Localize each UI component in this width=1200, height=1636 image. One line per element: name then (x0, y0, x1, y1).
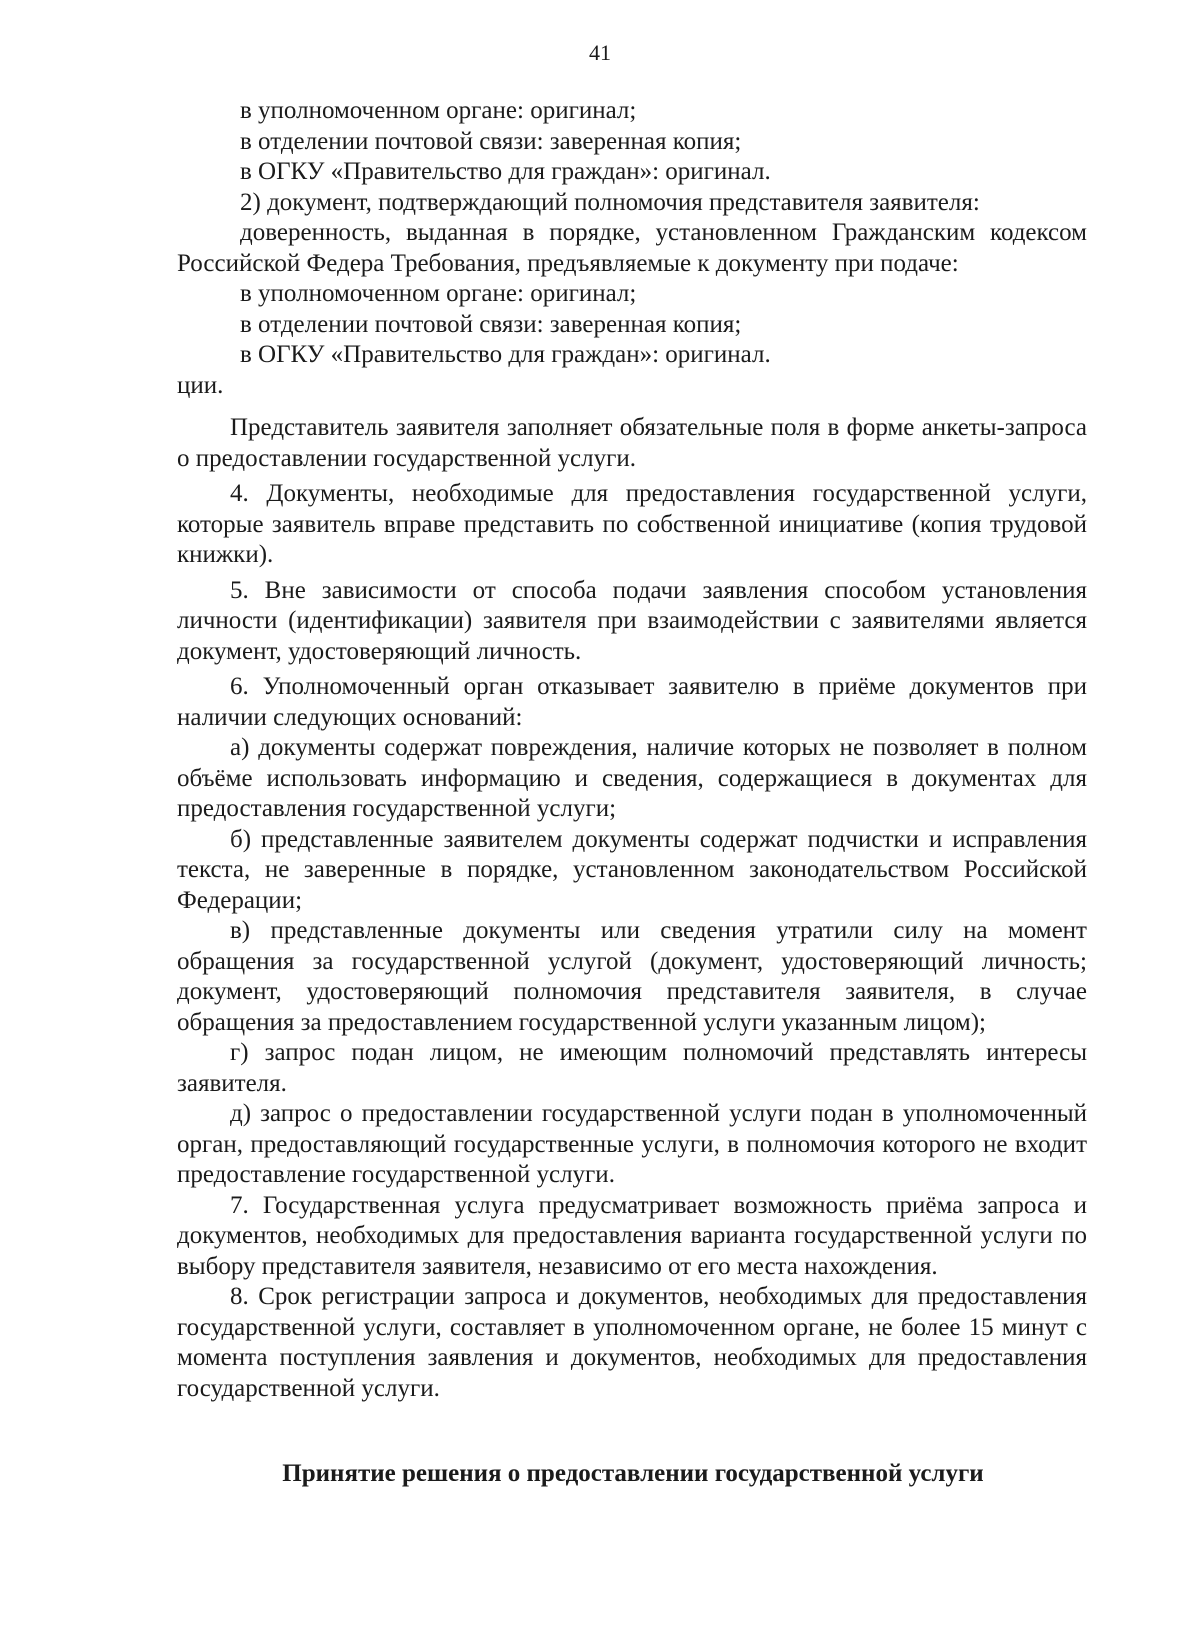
paragraph: б) представленные заявителем документы содержат подчистки и исправления текста, не заверенные в порядке, установленном законодательством Российской Федерации; (177, 825, 1087, 914)
paragraph: г) запрос подан лицом, не имеющим полномочий представлять интересы заявителя. (177, 1039, 1087, 1097)
paragraph: д) запрос о предоставлении государственной услуги подан в уполномоченный орган, предоставляющий государственные услуги, в полномочия которого не входит предоставление государственной услуги. (177, 1100, 1087, 1188)
paragraph: Представитель заявителя заполняет обязательные поля в форме анкеты-запроса о предоставлении государственной услуги. (177, 414, 1087, 472)
paragraph: в) представленные документы или сведения утратили силу на момент обращения за государственной услугой (документ, удостоверяющий личность; документ, удостоверяющий полномочия представителя заявителя, в случае обращения за предоставлением государственной услуги указанным лицом); (177, 917, 1087, 1036)
page-number: 41 (589, 40, 611, 65)
section-heading: Принятие решения о предоставлении государственной услуги (282, 1460, 984, 1487)
paragraph: в отделении почтовой связи: заверенная копия; (240, 310, 742, 338)
paragraph: а) документы содержат повреждения, наличие которых не позволяет в полном объёме использовать информацию и сведения, содержащиеся в документах для предоставления государственной услуги; (177, 734, 1087, 822)
paragraph: в ОГКУ «Правительство для граждан»: оригинал. (240, 158, 771, 185)
paragraph: в уполномоченном органе: оригинал; (240, 280, 637, 307)
paragraph: доверенность, выданная в порядке, установленном Гражданским кодексом Российской Федера Требования, предъявляемые к документу при подаче: (177, 219, 1087, 277)
paragraph: 5. Вне зависимости от способа подачи заявления способом установления личности (идентификации) заявителя при взаимодействии с заявителями является документ, удостоверяющий личность. (177, 576, 1087, 665)
paragraph: 8. Срок регистрации запроса и документов, необходимых для предоставления государственной услуги, составляет в уполномоченном органе, не более 15 минут с момента поступления заявления и документов, необходимых для предоставления государственной услуги. (177, 1283, 1087, 1402)
paragraph: 6. Уполномоченный орган отказывает заявителю в приёме документов при наличии следующих оснований: (177, 673, 1087, 731)
paragraph: 7. Государственная услуга предусматривает возможность приёма запроса и документов, необходимых для предоставления варианта государственной услуги по выбору представителя заявителя, независимо от его места нахождения. (177, 1191, 1087, 1280)
paragraph: ции. (177, 371, 224, 399)
paragraph: 2) документ, подтверждающий полномочия представителя заявителя: (240, 188, 980, 216)
document-body (177, 96, 1087, 1404)
paragraph: в ОГКУ «Правительство для граждан»: оригинал. (240, 341, 771, 368)
paragraph: в отделении почтовой связи: заверенная копия; (240, 127, 742, 155)
paragraph: в уполномоченном органе: оригинал; (240, 97, 637, 124)
paragraph: 4. Документы, необходимые для предоставления государственной услуги, которые заявитель вправе представить по собственной инициативе (копия трудовой книжки). (177, 480, 1087, 568)
